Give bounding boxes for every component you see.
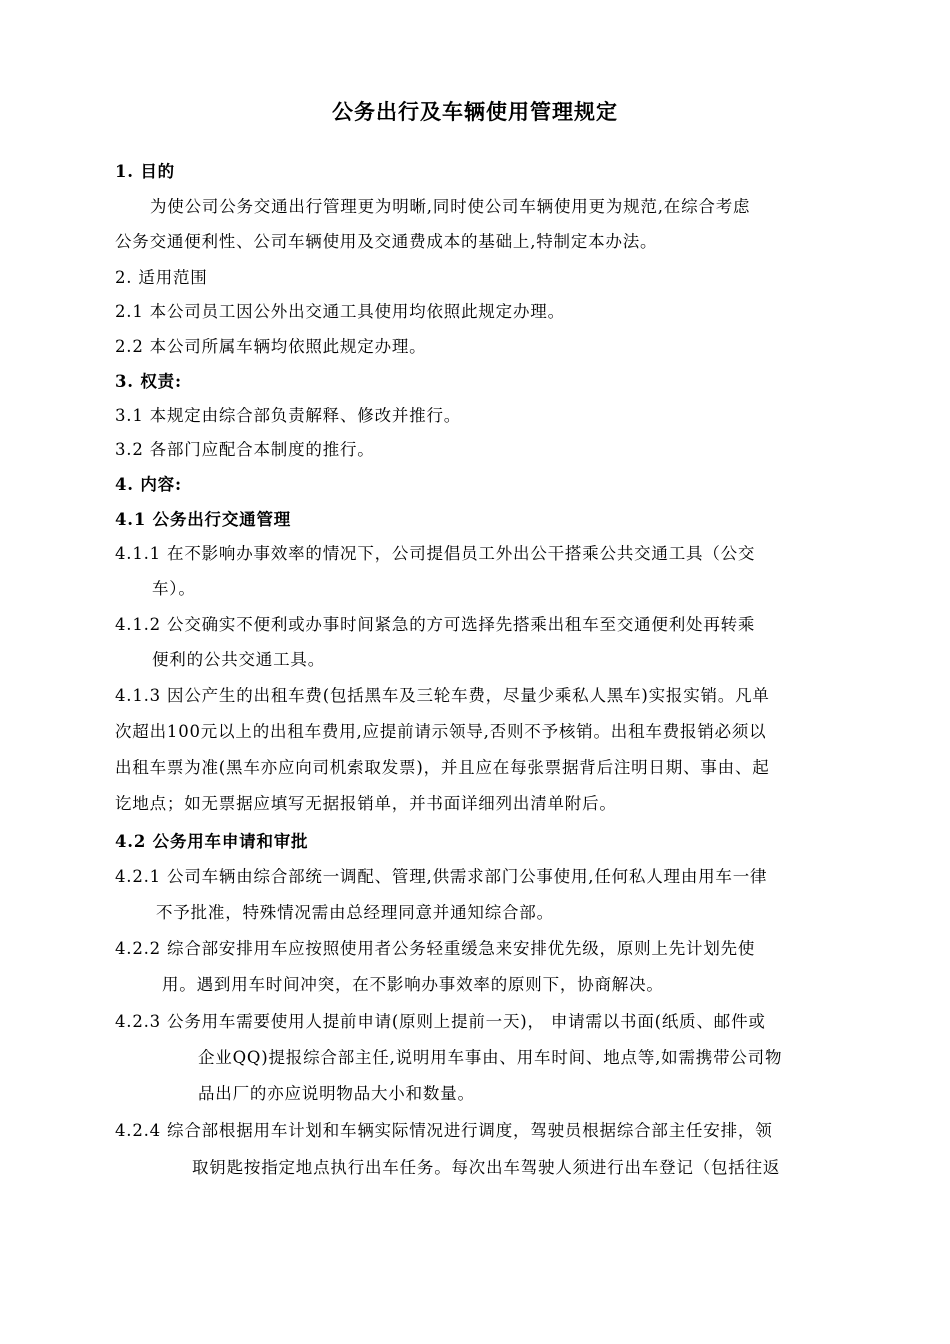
clause-line: 4.2.2 综合部安排用车应按照使用者公务轻重缓急来安排优先级，原则上先计划先使: [115, 939, 756, 958]
subsection-heading: 4.2 公务用车申请和审批: [115, 832, 309, 851]
clause-continuation: 次超出100元以上的出租车费用,应提前请示领导,否则不予核销。出租车费报销必须以: [115, 722, 767, 741]
clause-continuation: 品出厂的亦应说明物品大小和数量。: [198, 1084, 475, 1103]
section-heading: 4. 内容:: [115, 475, 182, 494]
section-heading: 2. 适用范围: [115, 268, 208, 287]
clause-line: 4.2.1 公司车辆由综合部统一调配、管理,供需求部门公事使用,任何私人理由用车一律: [115, 867, 768, 886]
clause-line: 4.1.3 因公产生的出租车费(包括黑车及三轮车费，尽量少乘私人黑车)实报实销。凡单: [115, 686, 770, 705]
clause-line: 4.2.3 公务用车需要使用人提前申请(原则上提前一天)， 申请需以书面(纸质、邮件或: [115, 1012, 766, 1031]
clause-line: 3.1 本规定由综合部负责解释、修改并推行。: [115, 406, 462, 425]
subsection-heading: 4.1 公务出行交通管理: [115, 510, 292, 529]
clause-continuation: 取钥匙按指定地点执行出车任务。每次出车驾驶人须进行出车登记（包括往返: [192, 1158, 781, 1177]
paragraph-line: 为使公司公务交通出行管理更为明晰,同时使公司车辆使用更为规范,在综合考虑: [150, 197, 751, 216]
clause-line: 4.2.4 综合部根据用车计划和车辆实际情况进行调度，驾驶员根据综合部主任安排，领: [115, 1121, 773, 1140]
clause-line: 3.2 各部门应配合本制度的推行。: [115, 440, 375, 459]
clause-line: 4.1.1 在不影响办事效率的情况下，公司提倡员工外出公干搭乘公共交通工具（公交: [115, 544, 756, 563]
clause-continuation: 出租车票为准(黑车亦应向司机索取发票)，并且应在每张票据背后注明日期、事由、起: [115, 758, 770, 777]
section-heading: 1. 目的: [115, 162, 175, 181]
document-title: 公务出行及车辆使用管理规定: [332, 99, 618, 124]
clause-continuation: 企业QQ)提报综合部主任,说明用车事由、用车时间、地点等,如需携带公司物: [198, 1048, 783, 1067]
clause-continuation: 车）。: [152, 579, 196, 598]
clause-line: 2.1 本公司员工因公外出交通工具使用均依照此规定办理。: [115, 302, 565, 321]
clause-line: 2.2 本公司所属车辆均依照此规定办理。: [115, 337, 427, 356]
clause-continuation: 讫地点；如无票据应填写无据报销单，并书面详细列出清单附后。: [115, 794, 617, 813]
paragraph-line: 公务交通便利性、公司车辆使用及交通费成本的基础上,特制定本办法。: [115, 232, 658, 251]
section-heading: 3. 权责:: [115, 372, 182, 391]
clause-continuation: 不予批准，特殊情况需由总经理同意并通知综合部。: [156, 903, 554, 922]
clause-continuation: 便利的公共交通工具。: [152, 650, 325, 669]
clause-line: 4.1.2 公交确实不便利或办事时间紧急的方可选择先搭乘出租车至交通便利处再转乘: [115, 615, 756, 634]
clause-continuation: 用。遇到用车时间冲突，在不影响办事效率的原则下，协商解决。: [162, 975, 664, 994]
